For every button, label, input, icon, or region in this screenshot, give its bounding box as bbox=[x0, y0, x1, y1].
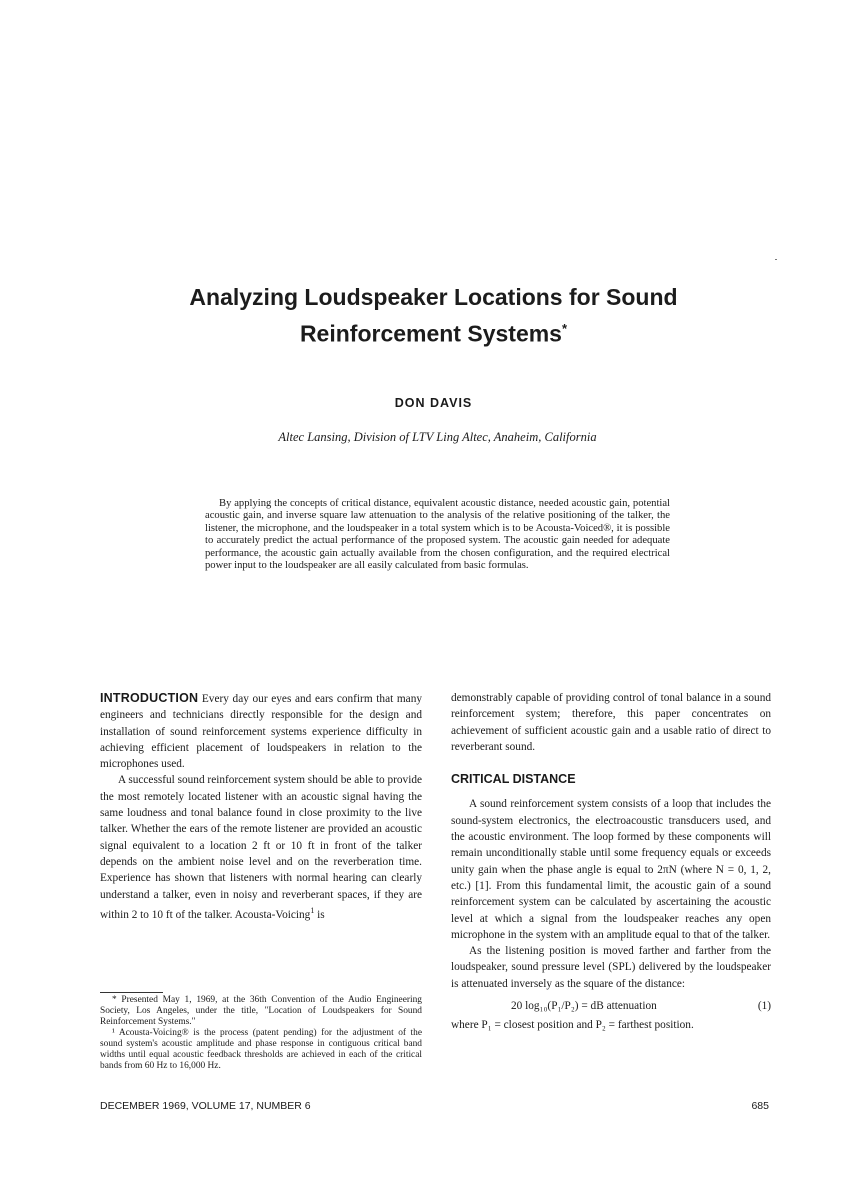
equation-definition: where P₁ = closest position and P₂ = farthest position. bbox=[451, 1019, 694, 1032]
body-paragraph bbox=[100, 772, 422, 922]
page-number: 685 bbox=[751, 1100, 769, 1112]
critical-distance-text-a: A sound reinforcement system consists of a loop that includes the sound-system electronics, the electroacoustic transducers used, and the acoustic environment. The loop formed by these components will remain unconditionally stable until some frequency equals or exceeds unity gain when the phase angle is equal to 2πN (where N = 0, 1, 2, etc.) bbox=[451, 798, 771, 892]
title-line-1: Analyzing Loudspeaker Locations for Sound bbox=[189, 284, 678, 310]
author-affiliation: Altec Lansing, Division of LTV Ling Altec, Anaheim, California bbox=[278, 430, 597, 444]
left-column bbox=[100, 690, 422, 923]
abstract: By applying the concepts of critical distance, equivalent acoustic distance, needed acoustic gain, potential acoustic gain, and inverse square law attenuation to the analysis of the relative positioning of the talker, the listener, the microphone, and the loudspeaker in a total system which is to be Acousta-Voiced®, it is possible to accurately predict the actual performance of the proposed system. The acoustic gain needed for adequate performance, the acoustic gain actually available from the chosen configuration, and the required electrical power input to the loudspeaker are all easily calculated from basic formulas. bbox=[205, 498, 670, 572]
footnote-rule bbox=[100, 992, 163, 993]
introduction-paragraph bbox=[100, 690, 422, 772]
title-line-2-text: Reinforcement Systems bbox=[299, 320, 562, 347]
journal-issue-footer: DECEMBER 1969, VOLUME 17, NUMBER 6 bbox=[100, 1100, 311, 1112]
footnote-reference: 1 bbox=[310, 905, 315, 915]
paper-title bbox=[0, 282, 867, 350]
continued-paragraph: demonstrably capable of providing control of tonal balance in a sound reinforcement system; therefore, this paper concentrates on achievement of sufficient acoustic gain and a usable ratio of direct to reverberant sound. bbox=[451, 692, 771, 753]
critical-distance-text-b: . From this fundamental limit, the acoustic gain of a sound reinforcement system can be calculated by ascertaining the acoustic level at which a signal from the loudspeaker reaches any open microphone in the system with an amplitude equal to that of the talker. bbox=[451, 879, 771, 941]
title-line-2 bbox=[0, 313, 867, 350]
footnotes bbox=[100, 995, 422, 1072]
equation-1 bbox=[451, 998, 771, 1014]
footnote-2: ¹ Acousta-Voicing® is the process (patent pending) for the adjustment of the sound system's acoustic amplitude and phase response in contiguous critical band widths until equal acoustic feedback thresholds are achieved in each of the critical bands from 60 Hz to 16,000 Hz. bbox=[100, 1028, 422, 1071]
citation: [1] bbox=[475, 879, 489, 892]
right-column bbox=[451, 690, 771, 1034]
footnote-1: * Presented May 1, 1969, at the 36th Convention of the Audio Engineering Society, Los Angeles, under the title, "Location of Loudspeakers for Sound Reinforcement Systems." bbox=[100, 995, 422, 1027]
body-paragraph-end: is bbox=[314, 908, 325, 921]
equation-text: 20 log₁₀(P₁/P₂) = dB attenuation bbox=[511, 1000, 657, 1013]
section-heading: CRITICAL DISTANCE bbox=[451, 772, 576, 787]
scan-speck bbox=[775, 259, 777, 260]
body-paragraph-text: A successful sound reinforcement system should be able to provide the most remotely located listener with an acoustic signal having the same loudness and tonal balance found in close proximity to the live talker. Whether the ears of the remote listener are provided an acoustic signal equivalent to a location 2 ft or 10 ft in front of the talker depends on the ambient noise level and on the reverberation time. Experience has shown that listeners with normal hearing can clearly understand a talker, even in noisy and reverberant spaces, if they are within 2 to 10 ft of the talker. Acousta-Voicing bbox=[100, 774, 423, 921]
introduction-text: Every day our eyes and ears confirm that many engineers and technicians directly responsible for the design and installation of sound reinforcement systems experience difficulty in achieving efficient placement of loudspeakers in relation to the microphones used. bbox=[100, 693, 422, 771]
critical-distance-paragraph bbox=[451, 796, 771, 943]
introduction-heading: INTRODUCTION bbox=[100, 691, 199, 705]
author-name: DON DAVIS bbox=[394, 396, 473, 410]
equation-number: (1) bbox=[757, 1000, 771, 1013]
title-footnote-mark: * bbox=[561, 321, 568, 336]
inverse-square-paragraph: As the listening position is moved farther and farther from the loudspeaker, sound pressure level (SPL) delivered by the loudspeaker is attenuated inversely as the square of the distance: bbox=[451, 945, 771, 990]
